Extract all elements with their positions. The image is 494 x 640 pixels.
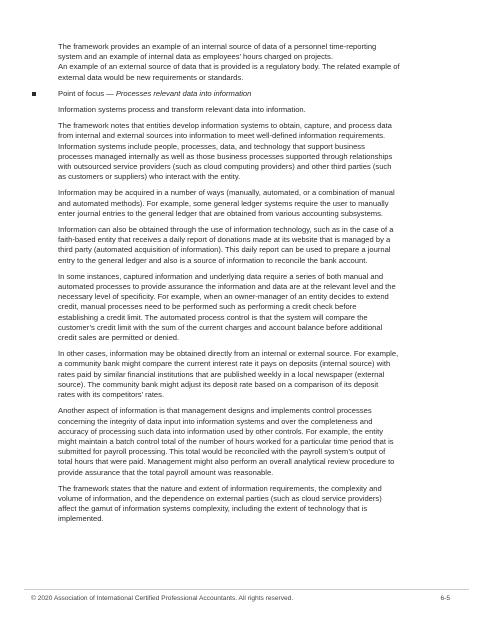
- text-line: The framework notes that entities develop information systems to obtain, capture, and process data: [58, 121, 392, 131]
- text-line: source). The community bank might adjust its deposit rate based on a comparison of its deposit: [58, 379, 379, 389]
- text-line: entry to the general ledger and also is a source of information to reconcile the bank account.: [58, 255, 368, 265]
- text-line: third party (automated acquisition of information). This daily report can be used to prepare a journal: [58, 245, 391, 255]
- text-line: a community bank might compare the current interest rate it pays on deposits (internal source) with: [58, 359, 391, 369]
- text-line: accuracy of processing such data into information used by other controls. For example, the entity: [58, 426, 384, 436]
- body-paragraph: [58, 349, 450, 400]
- text-line: enter journal entries to the general ledger that are obtained from various accounting subsystems.: [58, 208, 384, 218]
- bullet-icon: [32, 92, 36, 96]
- text-line: credit sales are permitted or denied.: [58, 333, 180, 343]
- text-line: faith-based entity that receives a daily report of donations made at its website that is managed by a: [58, 235, 391, 245]
- footer-divider: [24, 589, 469, 590]
- text-line: as customers or suppliers) who interact with the entity.: [58, 172, 241, 182]
- text-line: customer’s credit limit with the sum of the current charges and account balance before additional: [58, 322, 383, 332]
- text-line: rates paid by similar financial institutions that are published weekly in a local newspaper (external: [58, 369, 385, 379]
- text-line: In some instances, captured information and underlying data require a series of both manual and: [58, 271, 384, 281]
- text-line: external data would be new requirements or standards.: [58, 72, 244, 82]
- body-paragraphs: [58, 105, 450, 525]
- text-line: Information can also be obtained through the use of information technology, such as in the case of a: [58, 225, 394, 235]
- body-paragraph: [58, 105, 450, 115]
- text-line: affect the gamut of information systems complexity, including the extent of technology that is: [58, 504, 368, 514]
- text-line: provide assurance that the total payroll amount was reasonable.: [58, 467, 274, 477]
- page-content: [58, 42, 450, 531]
- body-paragraph: [58, 484, 450, 525]
- point-of-focus-bullet: [58, 89, 450, 99]
- text-line: necessary level of specificity. For example, when an owner-manager of an entity decides to extend: [58, 292, 389, 302]
- text-line: establishing a credit limit. The automated process control is that the system will compare the: [58, 312, 368, 322]
- text-line: Information systems include people, processes, data, and technology that support business: [58, 141, 365, 151]
- text-line: Another aspect of information is that management designs and implements control processes: [58, 406, 372, 416]
- text-line: rates with its competitors’ rates.: [58, 390, 165, 400]
- body-paragraph: [58, 121, 450, 182]
- page-number: 6-5: [440, 595, 450, 602]
- text-line: submitted for payroll processing. This total would be reconciled with the payroll system’s output of: [58, 447, 386, 457]
- text-line: Information may be acquired in a number of ways (manually, automated, or a combination of manual: [58, 188, 395, 198]
- footer-copyright: © 2020 Association of International Certified Professional Accountants. All rights reserved.: [31, 595, 294, 602]
- text-line: processes managed internally as well as those business processes supported through relationships: [58, 151, 393, 161]
- text-line: In other cases, information may be obtained directly from an internal or external source. For example,: [58, 349, 399, 359]
- text-line: The framework provides an example of an internal source of data of a personnel time-reporting: [58, 42, 377, 51]
- text-line: Information systems process and transform relevant data into information.: [58, 105, 306, 115]
- text-line: The framework states that the nature and extent of information requirements, the complexity and: [58, 483, 382, 493]
- body-paragraph: [58, 188, 450, 219]
- intro-paragraph-1: [58, 42, 450, 83]
- text-line: might maintain a batch control total of the number of hours worked for a particular time period that is: [58, 436, 394, 446]
- text-line: from internal and external sources into information to meet well-defined information requirements.: [58, 131, 386, 141]
- text-line: volume of information, and the dependence on external parties (such as cloud service providers): [58, 493, 382, 503]
- body-paragraph: [58, 406, 450, 477]
- text-line: system and an example of internal data as employees’ hours charged on projects.: [58, 52, 333, 62]
- text-line: credit, manual processes need to be performed such as performing a credit check before: [58, 302, 357, 312]
- bullet-prefix: Point of focus —: [58, 88, 116, 98]
- text-line: with outsourced service providers (such as cloud computing providers) and other third parties (such: [58, 162, 392, 172]
- body-paragraph: [58, 225, 450, 266]
- text-line: An example of an external source of data that is provided is a regulatory body. The related example of: [58, 62, 400, 72]
- text-line: implemented.: [58, 514, 104, 524]
- body-paragraph: [58, 272, 450, 343]
- bullet-title: Processes relevant data into information: [115, 88, 252, 98]
- text-line: concerning the integrity of data input into information systems and over the completeness and: [58, 416, 373, 426]
- text-line: and automated methods). For example, some general ledger systems require the user to manually: [58, 198, 389, 208]
- text-line: automated processes to provide assurance the information and data are at the relevant level and the: [58, 282, 396, 292]
- text-line: total hours that were paid. Management might also perform an overall analytical review procedure to: [58, 457, 395, 467]
